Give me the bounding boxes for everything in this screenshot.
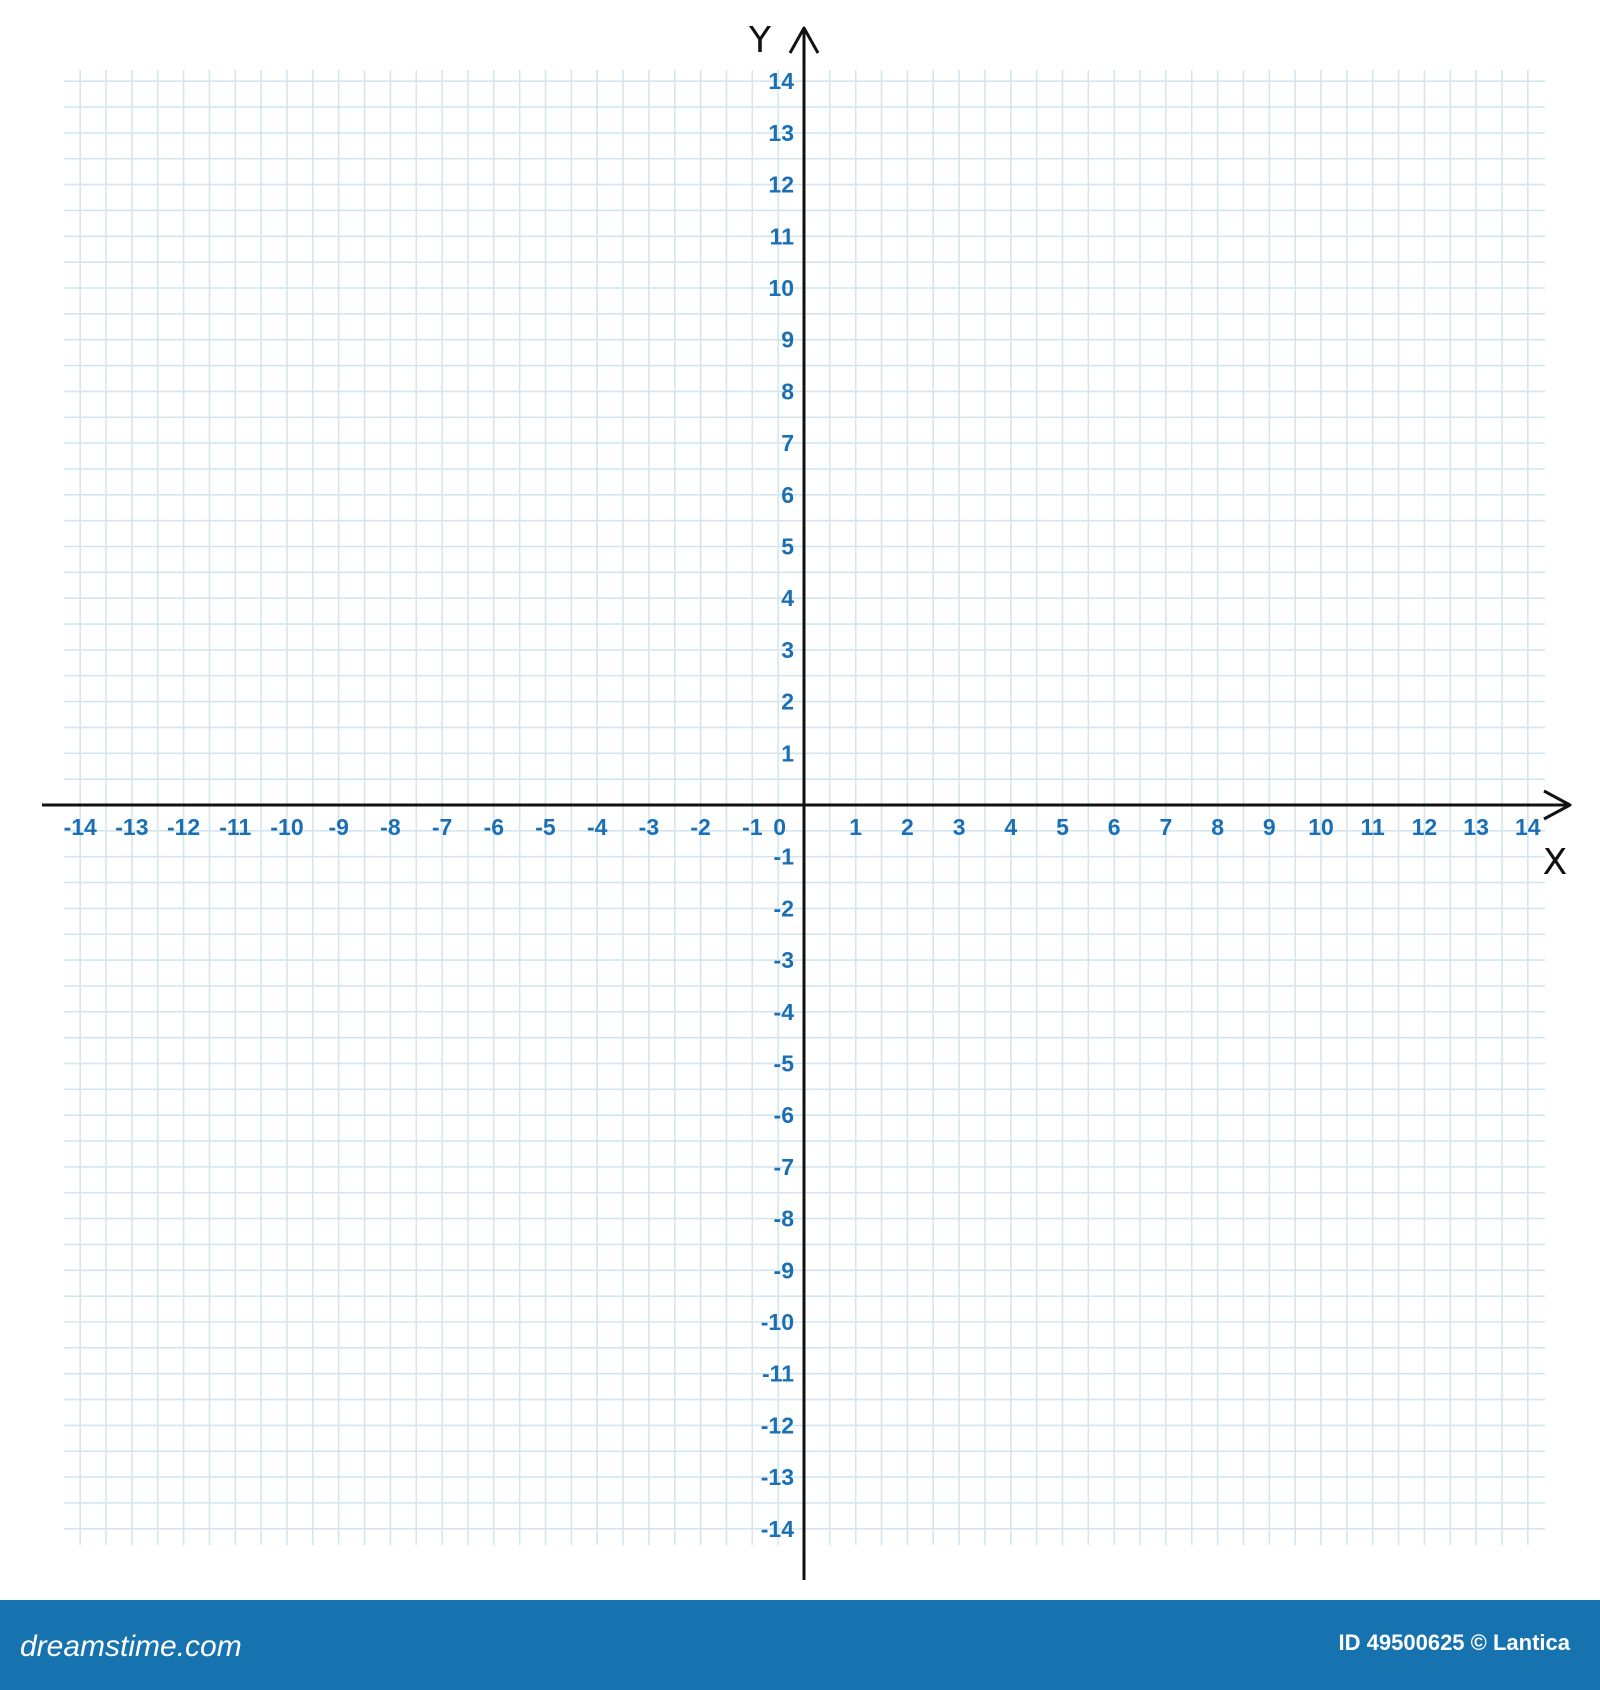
x-tick-label: 9	[1262, 814, 1276, 840]
x-tick-label: 4	[1004, 814, 1018, 840]
x-tick-label: 3	[952, 814, 966, 840]
x-tick-label: 5	[1056, 814, 1069, 840]
x-tick-label: 0	[773, 814, 786, 840]
y-tick-label: 11	[769, 223, 794, 250]
x-tick-label: 6	[1107, 814, 1121, 840]
y-tick-label: 9	[781, 326, 794, 353]
x-tick-label: -14	[63, 814, 97, 840]
x-tick-label: -8	[380, 814, 401, 840]
y-tick-label: -3	[773, 947, 794, 974]
x-tick-label: -7	[431, 814, 453, 840]
x-tick-label: -13	[115, 814, 149, 840]
x-tick-label: -11	[219, 814, 252, 840]
y-tick-label: 2	[781, 688, 794, 715]
y-tick-label: -2	[773, 895, 794, 922]
x-tick-label: 2	[901, 814, 914, 840]
x-tick-label: -2	[690, 814, 711, 840]
x-axis-label: X	[1542, 842, 1568, 883]
y-tick-label: -10	[760, 1309, 794, 1335]
y-tick-label: -12	[760, 1412, 794, 1439]
y-tick-label: 8	[781, 378, 794, 405]
x-tick-label: 10	[1308, 814, 1334, 840]
x-tick-label: 8	[1211, 814, 1224, 840]
image-id-credit: ID 49500625 © Lantica	[1338, 1630, 1570, 1655]
svg-text:dreamstime.com: dreamstime.com	[20, 1630, 242, 1663]
y-tick-label: -13	[760, 1464, 794, 1491]
y-tick-label: -4	[773, 998, 794, 1025]
x-tick-label: -5	[535, 814, 556, 840]
dreamstime-logo	[20, 1620, 300, 1670]
y-tick-label: 14	[768, 68, 794, 95]
y-axis-label: Y	[749, 20, 771, 61]
x-tick-label: 13	[1463, 814, 1489, 840]
y-tick-label: 10	[768, 275, 794, 301]
y-tick-label: -1	[773, 843, 794, 870]
x-tick-label: -1	[742, 814, 763, 840]
y-tick-label: 4	[781, 585, 794, 612]
x-tick-label: -4	[586, 814, 608, 840]
x-tick-label: -12	[166, 814, 201, 840]
y-tick-label: 12	[768, 171, 794, 198]
x-tick-label: -10	[270, 814, 304, 840]
y-tick-label: -5	[773, 1050, 794, 1077]
y-tick-label: 1	[781, 740, 794, 767]
y-tick-label: -6	[773, 1102, 794, 1129]
footer-bar	[0, 1600, 1600, 1690]
x-tick-label: 1	[849, 814, 863, 840]
y-tick-label: 13	[768, 119, 794, 146]
x-tick-label: -6	[483, 814, 505, 840]
y-tick-label: 7	[781, 430, 794, 457]
y-tick-label: -7	[773, 1153, 794, 1180]
x-tick-label: 14	[1515, 814, 1541, 840]
x-tick-label: -9	[328, 814, 349, 840]
x-tick-labels	[64, 814, 1541, 840]
y-tick-label: -11	[762, 1360, 794, 1387]
x-tick-label: -3	[638, 814, 660, 840]
y-tick-label: 5	[781, 533, 794, 560]
x-tick-label: 11	[1360, 814, 1385, 840]
y-tick-label: -8	[773, 1205, 794, 1232]
y-tick-label: -14	[760, 1515, 794, 1542]
y-tick-label: 3	[781, 636, 794, 663]
x-tick-label: 12	[1411, 814, 1438, 840]
y-tick-label: 6	[781, 481, 794, 508]
x-tick-label: 7	[1159, 814, 1173, 840]
y-tick-label: -9	[773, 1257, 794, 1284]
